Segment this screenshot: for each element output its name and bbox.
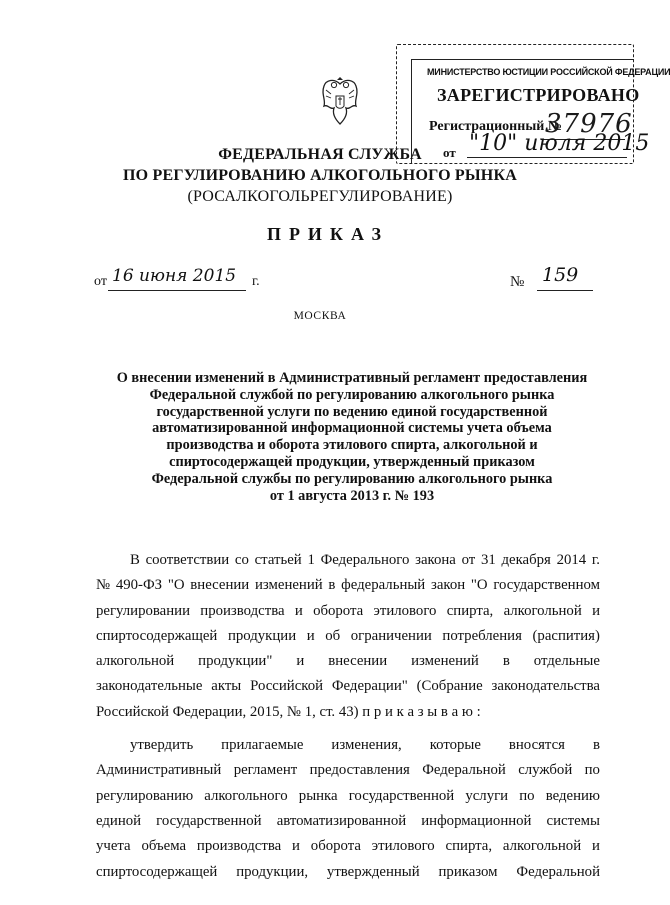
subject-line: автоматизированной информационной системы учета объема [152, 420, 552, 437]
subject-line: Федеральной службой по регулированию алкогольного рынка [149, 386, 555, 403]
stamp-regnum-label: Регистрационный № [429, 119, 562, 134]
city-name: МОСКВА [293, 310, 347, 322]
body-line: В соответствии со статьей 1 Федерального закона от 31 декабря 2014 г. [130, 552, 600, 568]
body-line: Административный регламент предоставления Федеральной службой по [96, 762, 600, 779]
stamp-registered-label: ЗАРЕГИСТРИРОВАНО [437, 85, 640, 105]
subject-line: Федеральной службы по регулированию алкогольного рынка [151, 470, 553, 487]
body-line: учета объема производства и оборота этилового спирта, алкогольной и [96, 838, 600, 855]
body-line: регулированию алкогольного рынка государственной услуги по ведению [96, 787, 600, 804]
body-line: законодательные акты Российской Федерации" (Собрание законодательства [96, 678, 600, 695]
order-date-underline [108, 290, 246, 291]
agency-name-line1: ФЕДЕРАЛЬНАЯ СЛУЖБА [218, 146, 422, 163]
agency-short-name: (РОСАЛКОГОЛЬРЕГУЛИРОВАНИЕ) [187, 188, 453, 205]
document-type-title: ПРИКАЗ [266, 224, 390, 244]
order-subject [92, 370, 612, 504]
body-line: Российской Федерации, 2015, № 1, ст. 43) п р и к а з ы в а ю : [96, 703, 481, 720]
order-date-value: 16 июня 2015 [112, 266, 237, 286]
order-date-prefix: от [94, 274, 107, 289]
body-line: алкогольной продукции" и внесении изменений в отдельные [96, 653, 600, 670]
subject-line: производства и оборота этилового спирта, алкогольной и [166, 437, 538, 454]
stamp-date-value: "10" июля 2015 [469, 131, 650, 156]
order-number-value: 159 [542, 264, 579, 286]
body-line: № 490-ФЗ "О внесении изменений в федеральный закон "О государственном [96, 577, 600, 594]
order-date-suffix: г. [252, 274, 260, 289]
agency-name-line2: ПО РЕГУЛИРОВАНИЮ АЛКОГОЛЬНОГО РЫНКА [122, 167, 518, 184]
order-body-text [96, 548, 600, 885]
stamp-ministry: МИНИСТЕРСТВО ЮСТИЦИИ РОССИЙСКОЙ ФЕДЕРАЦИИ [427, 67, 670, 77]
coat-of-arms-emblem-icon [318, 76, 362, 128]
stamp-regnum-value: 37976 [545, 109, 633, 139]
body-line: спиртосодержащей продукции и об ограничении потребления (распития) [96, 627, 600, 644]
subject-line: спиртосодержащей продукции, утвержденный приказом [169, 453, 535, 470]
order-number-prefix: № [510, 274, 525, 290]
body-line: спиртосодержащей продукции, утвержденный приказом Федеральной [96, 863, 600, 880]
body-line: утвердить прилагаемые изменения, которые вносятся в [130, 737, 600, 754]
subject-line: от 1 августа 2013 г. № 193 [269, 487, 435, 504]
order-number-underline [537, 290, 593, 291]
body-line: единой государственной автоматизированной информационной системы [96, 812, 600, 829]
subject-line: государственной услуги по ведению единой государственной [156, 403, 548, 420]
subject-line: О внесении изменений в Административный регламент предоставления [116, 370, 588, 386]
body-line: регулировании производства и оборота этилового спирта, алкогольной и [96, 602, 600, 619]
stamp-date-label: от [443, 145, 456, 160]
